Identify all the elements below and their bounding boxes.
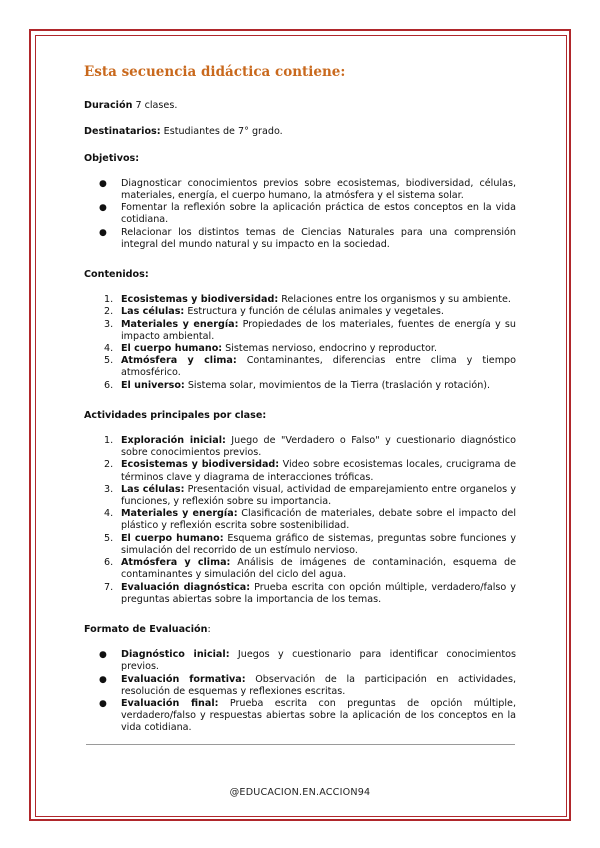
list-item: 5. Atmósfera y clima: Contaminantes, diferencias entre clima y tiempo atmosférico. (104, 355, 516, 379)
bullet-icon: ● (99, 178, 107, 189)
list-item (84, 178, 516, 202)
bullet-icon: ● (99, 698, 107, 709)
item-text: Video sobre ecosistemas locales, crucigrama de términos clave y diagrama de interacciones tróficas. (121, 459, 517, 483)
audience-label: Destinatarios: (84, 126, 161, 138)
item-label: Ecosistemas y biodiversidad: (121, 459, 280, 471)
item-text: Propiedades de los materiales, fuentes de energía y su impacto ambiental. (121, 318, 516, 342)
item-text: Juegos y cuestionario para identificar conocimientos previos. (121, 649, 516, 673)
item-label: El universo: (121, 379, 185, 391)
bullet-icon: ● (99, 650, 107, 661)
evaluation-heading (84, 624, 516, 636)
item-text: Esquema gráfico de sistemas, preguntas sobre funciones y simulación del recorrido de un estímulo nervioso. (121, 532, 517, 556)
audience-line (84, 126, 516, 138)
footer-divider (86, 744, 515, 745)
evaluation-heading-text: Formato de Evaluación (84, 623, 208, 635)
list-item: 3. Materiales y energía: Propiedades de los materiales, fuentes de energía y su impacto ambiental. (104, 318, 516, 342)
objective-text: Diagnosticar conocimientos previos sobre ecosistemas, biodiversidad, células, materiales, energía, el cuerpo humano, la atmósfera y el sistema solar. (121, 177, 516, 202)
evaluation-heading-colon: : (207, 623, 211, 635)
duration-label: Duración (84, 100, 133, 112)
objective-text: Fomentar la reflexión sobre la aplicación práctica de estos conceptos en la vida cotidiana. (121, 202, 516, 226)
item-text: Prueba escrita con opción múltiple, verdadero/falso y preguntas abiertas sobre la importancia de los temas. (121, 581, 516, 605)
contents-list (84, 294, 516, 392)
item-label: Exploración inicial: (121, 435, 226, 447)
bullet-icon: ● (99, 227, 107, 238)
document-title: Esta secuencia didáctica contiene: (84, 64, 346, 80)
item-text: Observación de la participación en actividades, resolución de esquemas y reflexiones escritas. (121, 673, 516, 697)
item-text: Sistema solar, movimientos de la Tierra (traslación y rotación). (184, 379, 491, 391)
item-label: Materiales y energía: (121, 508, 238, 520)
list-item (84, 227, 516, 251)
item-text: Presentación visual, actividad de emparejamiento entre organelos y funciones, y reflexión sobre su importancia. (121, 483, 516, 508)
duration-value: 7 clases. (132, 100, 178, 112)
item-label: Las células: (121, 483, 185, 495)
item-label: Atmósfera y clima: (121, 557, 231, 569)
item-text: Relaciones entre los organismos y su ambiente. (278, 294, 511, 306)
activities-list (84, 435, 516, 606)
item-label: El cuerpo humano: (121, 343, 223, 355)
audience-value: Estudiantes de 7° grado. (160, 126, 283, 138)
item-text: Contaminantes, diferencias entre clima y tiempo atmosférico. (121, 355, 516, 379)
item-label: Atmósfera y clima: (121, 355, 237, 367)
contents-heading: Contenidos: (84, 269, 149, 281)
duration-line (84, 100, 516, 112)
list-item (84, 698, 516, 735)
list-item: 4. Materiales y energía: Clasificación de materiales, debate sobre el impacto del plástico y reflexión escrita sobre sostenibilidad. (104, 508, 516, 532)
list-item: 3. Las células: Presentación visual, actividad de emparejamiento entre organelos y funciones, y reflexión sobre su importancia. (104, 483, 516, 508)
item-text: Juego de "Verdadero o Falso" y cuestionario diagnóstico sobre conocimientos previos. (121, 435, 516, 459)
item-label: Las células: (121, 306, 185, 318)
list-item: 2. Ecosistemas y biodiversidad: Video sobre ecosistemas locales, crucigrama de términos clave y diagrama de interacciones tróficas. (104, 459, 517, 483)
item-text: Prueba escrita con preguntas de opción múltiple, verdadero/falso y respuestas abiertas sobre la aplicación de los conceptos en la vida cotidiana. (121, 697, 516, 734)
item-text: Clasificación de materiales, debate sobre el impacto del plástico y reflexión escrita sobre sostenibilidad. (121, 508, 516, 532)
list-item (84, 674, 516, 698)
list-item: 6. El universo: Sistema solar, movimientos de la Tierra (traslación y rotación). (104, 379, 491, 391)
item-label: Ecosistemas y biodiversidad: (121, 294, 279, 306)
objective-text: Relacionar los distintos temas de Ciencias Naturales para una comprensión integral del mundo natural y su impacto en la sociedad. (121, 226, 516, 250)
activities-heading: Actividades principales por clase: (84, 409, 267, 421)
item-label: Evaluación formativa: (121, 673, 246, 685)
item-label: Evaluación diagnóstica: (121, 581, 251, 593)
list-item: 1. Exploración inicial: Juego de "Verdadero o Falso" y cuestionario diagnóstico sobre conocimientos previos. (104, 435, 516, 459)
item-label: Materiales y energía: (121, 318, 239, 330)
item-label: El cuerpo humano: (121, 532, 224, 544)
list-item: 5. El cuerpo humano: Esquema gráfico de sistemas, preguntas sobre funciones y simulación del recorrido de un estímulo nervioso. (104, 532, 517, 556)
footer-handle: @EDUCACION.EN.ACCION94 (229, 787, 371, 798)
bullet-icon: ● (99, 674, 107, 685)
list-item: 7. Evaluación diagnóstica: Prueba escrita con opción múltiple, verdadero/falso y preguntas abiertas sobre la importancia de los temas. (104, 581, 516, 605)
document-body (84, 66, 516, 747)
objectives-list (84, 178, 516, 251)
item-text: Sistemas nervioso, endocrino y reproductor. (222, 343, 438, 355)
list-item: 1. Ecosistemas y biodiversidad: Relaciones entre los organismos y su ambiente. (104, 294, 511, 306)
evaluation-list (84, 649, 516, 734)
objectives-heading: Objetivos: (84, 152, 140, 164)
list-item: 6. Atmósfera y clima: Análisis de imágenes de contaminación, esquema de contaminantes y simulación del ciclo del agua. (104, 557, 516, 581)
item-label: Evaluación final: (121, 697, 219, 709)
list-item: 2. Las células: Estructura y función de células animales y vegetales. (104, 306, 444, 318)
list-item (84, 649, 516, 673)
item-label: Diagnóstico inicial: (121, 649, 230, 661)
list-item (84, 202, 516, 226)
list-item: 4. El cuerpo humano: Sistemas nervioso, endocrino y reproductor. (104, 343, 438, 355)
bullet-icon: ● (99, 203, 107, 214)
item-text: Análisis de imágenes de contaminación, esquema de contaminantes y simulación del ciclo del agua. (121, 557, 516, 581)
item-text: Estructura y función de células animales y vegetales. (184, 306, 444, 318)
